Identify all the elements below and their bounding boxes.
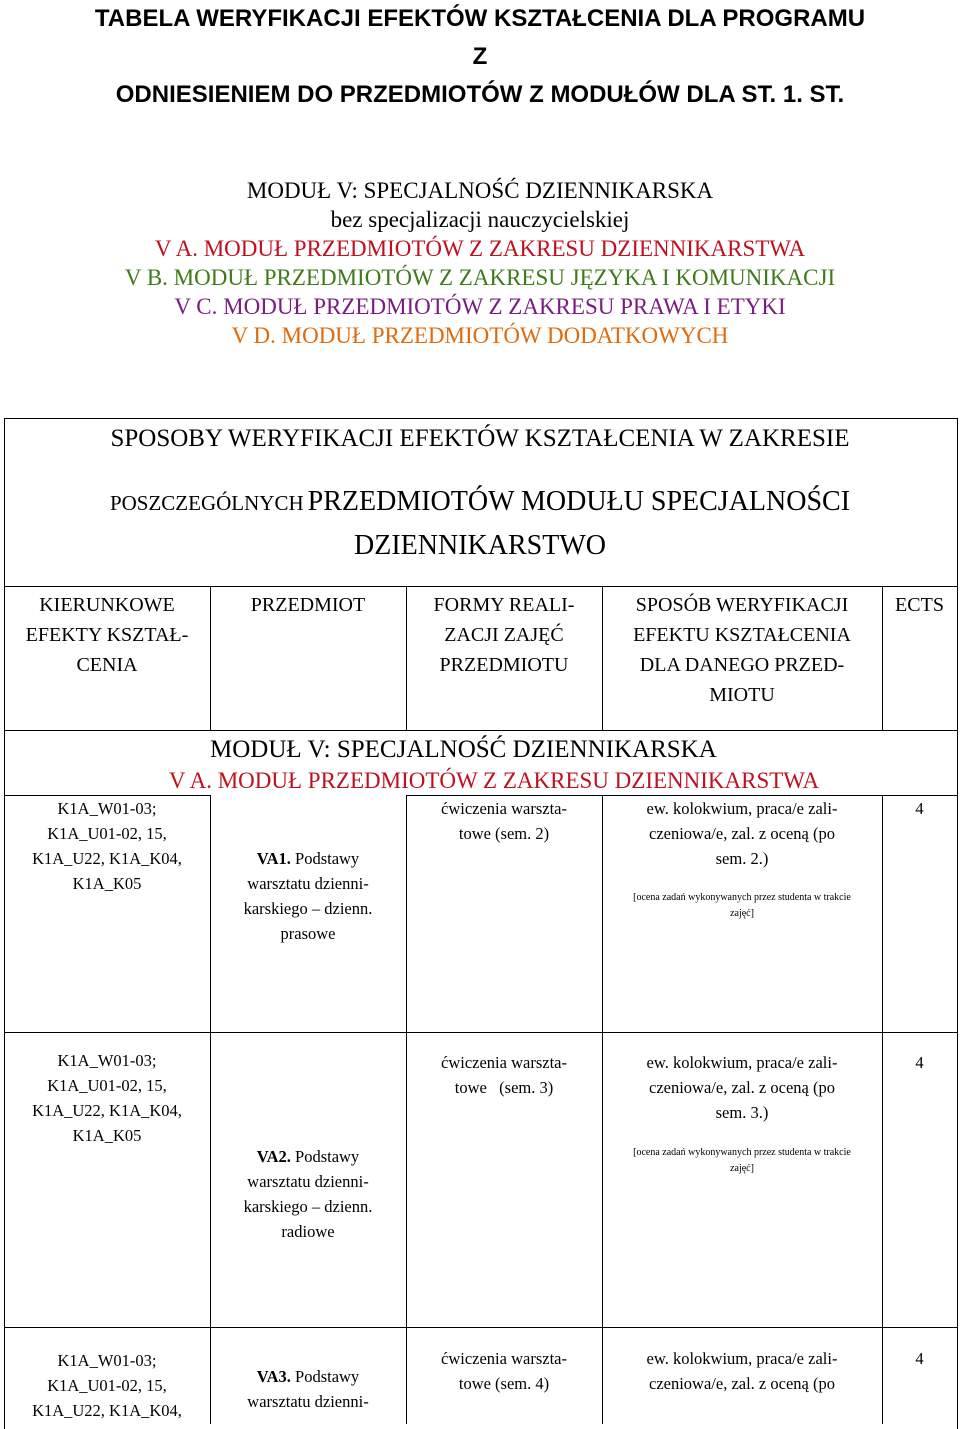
module-name: MODUŁ V: SPECJALNOŚĆ DZIENNIKARSKA: [246, 178, 714, 203]
row-1-effects-line: K1A_U22, K1A_K04,: [32, 849, 182, 868]
row-2-ects: 4: [915, 1053, 924, 1072]
row-2-forms: [406, 1050, 602, 1100]
row-2-subject: [210, 1144, 406, 1244]
rule-row-2-bottom: [4, 1327, 957, 1328]
row-1-forms-line: towe (sem. 2): [458, 824, 550, 843]
header-method-line: EFEKTU KSZTAŁCENIA: [633, 624, 851, 646]
header-method-line: SPOSÓB WERYFIKACJI: [635, 594, 849, 616]
row-2-effects: [4, 1048, 210, 1148]
row-3-forms: [406, 1346, 602, 1396]
rule-under-columns: [4, 730, 957, 731]
rule-row-1-bottom: [4, 1032, 957, 1033]
header-forms-line: FORMY REALI-: [433, 594, 575, 616]
row-1-method-note-line: zajęć]: [730, 908, 754, 919]
row-3-subject: [210, 1364, 406, 1414]
row-2-method-note-line: [ocena zadań wykonywanych przez studenta w trakcie: [633, 1147, 851, 1158]
header-ects-line: ECTS: [895, 594, 944, 616]
row-1-subject-line: karskiego – dzienn.: [243, 899, 373, 918]
module-a: V A. MODUŁ PRZEDMIOTÓW Z ZAKRESU DZIENNIKARSTWA: [154, 236, 806, 261]
row-3-ects: 4: [915, 1349, 924, 1368]
row-1-subject-line: prasowe: [280, 924, 336, 943]
section-title: MODUŁ V: SPECJALNOŚĆ DZIENNIKARSKA: [210, 736, 717, 763]
row-2-forms-line: towe (sem. 3): [454, 1078, 554, 1097]
row-2-subject-line: warsztatu dzienni-: [247, 1172, 369, 1191]
row-1-subject: [210, 846, 406, 946]
row-2-subject-code: VA2.: [256, 1147, 291, 1166]
title-line-1: TABELA WERYFIKACJI EFEKTÓW KSZTAŁCENIA DLA PROGRAMU: [94, 5, 866, 32]
row-3-subject-line: warsztatu dzienni-: [247, 1392, 369, 1411]
row-1-subject-word: Podstawy: [295, 849, 360, 868]
header-subject: [210, 590, 406, 620]
module-c: V C. MODUŁ PRZEDMIOTÓW Z ZAKRESU PRAWA I ETYKI: [174, 294, 786, 319]
table-heading-2: [0, 482, 960, 526]
header-method: [602, 590, 882, 710]
row-2-subject-line: radiowe: [281, 1222, 335, 1241]
table-heading-1: SPOSOBY WERYFIKACJI EFEKTÓW KSZTAŁCENIA W ZAKRESIE: [110, 425, 850, 452]
title-line-2: Z: [472, 43, 488, 70]
row-3-subject-word: Podstawy: [295, 1367, 360, 1386]
header-forms: [406, 590, 602, 680]
row-3-forms-line: ćwiczenia warszta-: [441, 1349, 567, 1368]
row-1-subject-code: VA1.: [256, 849, 291, 868]
row-2-subject-line: karskiego – dzienn.: [243, 1197, 373, 1216]
row-2-method-line: ew. kolokwium, praca/e zali-: [646, 1053, 838, 1072]
row-2-subject-line: [210, 1144, 406, 1169]
row-1-ects: 4: [915, 799, 924, 818]
table-heading-3: DZIENNIKARSTWO: [354, 530, 606, 561]
row-2-forms-line: ćwiczenia warszta-: [441, 1053, 567, 1072]
row-1-subject-line: warsztatu dzienni-: [247, 874, 369, 893]
row-1-method-note-line: [ocena zadań wykonywanych przez studenta w trakcie: [633, 892, 851, 903]
row-3-method: [602, 1346, 882, 1396]
row-1-method-line: ew. kolokwium, praca/e zali-: [646, 799, 838, 818]
header-effects-line: KIERUNKOWE: [39, 594, 175, 616]
table-heading-2-large: PRZEDMIOTÓW MODUŁU SPECJALNOŚCI: [307, 486, 851, 517]
row-3-method-line: ew. kolokwium, praca/e zali-: [646, 1349, 838, 1368]
row-1-forms-line: ćwiczenia warszta-: [441, 799, 567, 818]
row-2-method-note-line: zajęć]: [730, 1163, 754, 1174]
document-title: [0, 0, 960, 114]
module-sub: bez specjalizacji nauczycielskiej: [330, 207, 630, 232]
row-2-effects-line: K1A_U01-02, 15,: [47, 1076, 167, 1095]
header-ects: [882, 590, 957, 620]
row-1-effects-line: K1A_W01-03;: [57, 799, 157, 818]
row-1-effects-line: K1A_K05: [72, 874, 142, 893]
row-1-effects-line: K1A_U01-02, 15,: [47, 824, 167, 843]
header-forms-line: ZACJI ZAJĘĆ: [444, 624, 564, 646]
row-1-forms: [406, 796, 602, 846]
row2-divider-4: [882, 1032, 883, 1327]
row-1-method-line: czeniowa/e, zal. z oceną (po: [649, 824, 835, 843]
row-1-method-line: sem. 2.): [715, 849, 769, 868]
row-1-subject-line: [210, 846, 406, 871]
row-3-effects: [4, 1348, 210, 1423]
row-3-subject-line: [210, 1364, 406, 1389]
row-3-effects-line: K1A_U01-02, 15,: [47, 1376, 167, 1395]
module-b: V B. MODUŁ PRZEDMIOTÓW Z ZAKRESU JĘZYKA I KOMUNIKACJI: [124, 265, 836, 290]
row-3-subject-code: VA3.: [256, 1367, 291, 1386]
header-effects-line: CENIA: [76, 654, 138, 676]
row-divider-4: [882, 795, 883, 1032]
row-2-method: [602, 1050, 882, 1125]
row-2-method-line: sem. 3.): [715, 1103, 769, 1122]
row3-divider-4: [882, 1327, 883, 1424]
row-3-forms-line: towe (sem. 4): [458, 1374, 550, 1393]
module-list: [0, 176, 960, 350]
row-2-effects-line: K1A_K05: [72, 1126, 142, 1145]
table-heading-2-small: POSZCZEGÓLNYCH: [109, 491, 304, 515]
row-1-method: [602, 796, 882, 871]
section-sub: V A. MODUŁ PRZEDMIOTÓW Z ZAKRESU DZIENNIKARSTWA: [168, 768, 820, 793]
row-3-effects-line: K1A_W01-03;: [57, 1351, 157, 1370]
row-2-method-line: czeniowa/e, zal. z oceną (po: [649, 1078, 835, 1097]
module-d: V D. MODUŁ PRZEDMIOTÓW DODATKOWYCH: [231, 323, 729, 348]
header-effects-line: EFEKTY KSZTAŁ-: [25, 624, 189, 646]
rule-under-heading: [4, 586, 957, 587]
header-forms-line: PRZEDMIOTU: [439, 654, 569, 676]
verification-table: [4, 418, 958, 1429]
row-2-effects-line: K1A_W01-03;: [57, 1051, 157, 1070]
row-2-subject-word: Podstawy: [295, 1147, 360, 1166]
header-subject-line: PRZEDMIOT: [250, 594, 366, 616]
header-method-line: MIOTU: [709, 684, 775, 706]
row-3-effects-line: K1A_U22, K1A_K04,: [32, 1401, 182, 1420]
row-2-effects-line: K1A_U22, K1A_K04,: [32, 1101, 182, 1120]
title-line-3: ODNIESIENIEM DO PRZEDMIOTÓW Z MODUŁÓW DLA ST. 1. ST.: [115, 81, 845, 108]
header-effects: [4, 590, 210, 680]
row-3-method-line: czeniowa/e, zal. z oceną (po: [649, 1374, 835, 1393]
row-1-effects: [4, 796, 210, 896]
header-method-line: DLA DANEGO PRZED-: [639, 654, 845, 676]
row-2-method-note: [602, 1145, 882, 1177]
row-1-method-note: [602, 890, 882, 922]
